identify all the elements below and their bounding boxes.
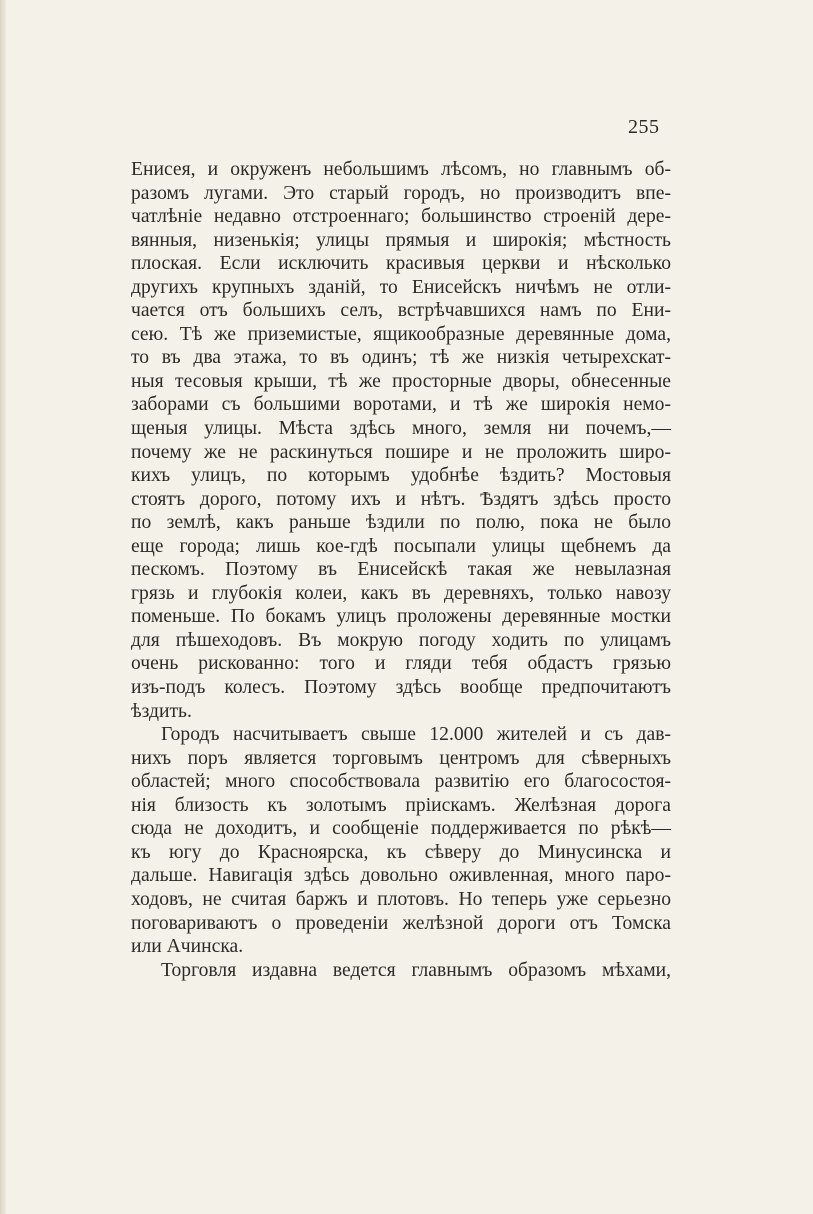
text-line: щеныя улицы. Мѣста здѣсь много, земля ни почемъ,— — [131, 418, 671, 440]
text-line: стоятъ дорого, потому ихъ и нѣтъ. Ѣздятъ здѣсь просто — [131, 488, 671, 510]
text-line: другихъ крупныхъ зданій, то Енисейскъ ничѣмъ не отли- — [131, 276, 671, 298]
text-line: разомъ лугами. Это старый городъ, но производитъ впе- — [131, 182, 671, 204]
text-line: сею. Тѣ же приземистые, ящикообразные деревянные дома, — [131, 323, 671, 345]
page-number: 255 — [628, 116, 660, 138]
text-line: сюда не доходитъ, и сообщеніе поддерживается по рѣкѣ— — [131, 818, 671, 840]
text-line: ныя тесовыя крыши, тѣ же просторные дворы, обнесенные — [131, 370, 671, 392]
text-line: плоская. Если исключить красивыя церкви и нѣсколько — [131, 253, 671, 275]
text-line: изъ-подъ колесъ. Поэтому здѣсь вообще предпочитаютъ — [131, 677, 671, 699]
text-line: ходовъ, не считая баржъ и плотовъ. Но теперь уже серьезно — [131, 888, 671, 910]
text-line: Торговля издавна ведется главнымъ образомъ мѣхами, — [161, 959, 671, 981]
text-line: дальше. Навигація здѣсь довольно оживленная, много паро- — [131, 865, 671, 887]
text-line: пескомъ. Поэтому въ Енисейскѣ такая же невылазная — [131, 559, 671, 581]
text-line: чатлѣніе недавно отстроеннаго; большинство строеній дере- — [131, 206, 671, 228]
text-line: для пѣшеходовъ. Въ мокрую погоду ходить по улицамъ — [131, 629, 671, 651]
text-line: областей; много способствовала развитію его благосостоя- — [131, 771, 671, 793]
text-line: или Ачинска. — [131, 936, 244, 958]
text-line: еще города; лишь кое-гдѣ посыпали улицы щебнемъ да — [131, 535, 671, 557]
text-line: почему же не раскинуться пошире и не проложить широ- — [131, 441, 671, 463]
text-line: поменьше. По бокамъ улицъ проложены деревянные мостки — [131, 606, 671, 628]
text-line: Енисея, и окруженъ небольшимъ лѣсомъ, но главнымъ об- — [131, 159, 671, 180]
text-line: грязь и глубокія колеи, какъ въ деревняхъ, только навозу — [131, 582, 671, 604]
text-line: нія близость къ золотымъ пріискамъ. Желѣзная дорога — [131, 794, 671, 816]
text-line: то въ два этажа, то въ одинъ; тѣ же низкія четырехскат- — [131, 347, 671, 369]
text-line: Городъ насчитываетъ свыше 12.000 жителей и съ дав- — [161, 724, 671, 746]
text-line: очень рискованно: того и гляди тебя обдастъ грязью — [131, 653, 671, 675]
text-line: нихъ поръ является торговымъ центромъ для сѣверныхъ — [131, 747, 671, 769]
text-line: по землѣ, какъ раньше ѣздили по полю, пока не было — [131, 512, 671, 534]
text-line: чается отъ большихъ селъ, встрѣчавшихся намъ по Ени- — [131, 300, 671, 322]
page-left-edge — [0, 0, 6, 1214]
text-line: поговариваютъ о проведеніи желѣзной дороги отъ Томска — [131, 912, 671, 934]
body-text — [131, 158, 671, 982]
text-line: заборами съ большими воротами, и тѣ же широкія немо- — [131, 394, 671, 416]
text-line: кихъ улицъ, по которымъ удобнѣе ѣздить? Мостовыя — [131, 465, 671, 487]
text-line: вянныя, низенькія; улицы прямыя и широкія; мѣстность — [131, 229, 671, 251]
text-line: ѣздить. — [131, 700, 192, 722]
text-line: къ югу до Красноярска, къ сѣверу до Минусинска и — [131, 841, 671, 863]
